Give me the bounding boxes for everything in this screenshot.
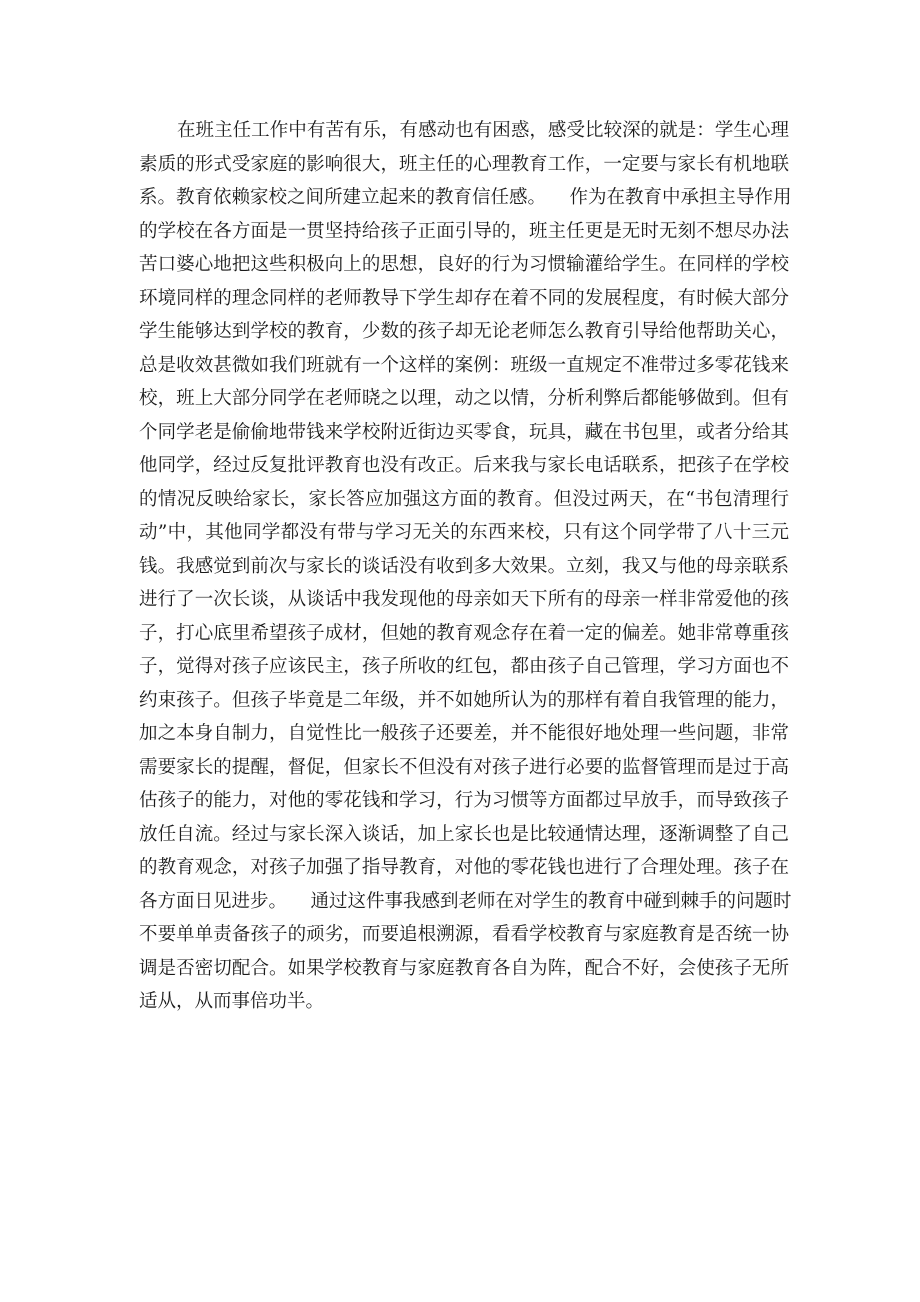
text-line-7: 学生能够达到学校的教育，少数的孩子却无论老师怎么教育引导给他帮助关心， bbox=[139, 321, 789, 342]
text-line-10: 个同学老是偷偷地带钱来学校附近街边买零食，玩具，藏在书包里，或者分给其 bbox=[139, 421, 789, 443]
text-line-22: 放任自流。经过与家长深入谈话，加上家长也是比较通情达理，逐渐调整了自己 bbox=[139, 823, 789, 845]
text-line-6: 环境同样的理念同样的老师教导下学生却存在着不同的发展程度，有时候大部分 bbox=[139, 287, 789, 309]
text-line-9: 校，班上大部分同学在老师晓之以理，动之以情，分析利弊后都能够做到。但有 bbox=[139, 388, 789, 409]
text-line-1: 在班主任工作中有苦有乐，有感动也有困惑，感受比较深的就是：学生心理 bbox=[177, 120, 789, 141]
text-line-25: 不要单单责备孩子的顽劣，而要追根溯源，看看学校教育与家庭教育是否统一协 bbox=[139, 924, 789, 945]
text-line-5: 苦口婆心地把这些积极向上的思想，良好的行为习惯输灌给学生。在同样的学校 bbox=[139, 254, 789, 275]
text-line-23: 的教育观念，对孩子加强了指导教育，对他的零花钱也进行了合理处理。孩子在 bbox=[139, 857, 789, 878]
text-line-4: 的学校在各方面是一贯坚持给孩子正面引导的，班主任更是无时无刻不想尽办法 bbox=[139, 220, 789, 242]
body-paragraph bbox=[139, 114, 792, 1019]
text-line-11: 他同学，经过反复批评教育也没有改正。后来我与家长电话联系，把孩子在学校 bbox=[139, 455, 789, 476]
text-line-24: 各方面日见进步。 通过这件事我感到老师在对学生的教育中碰到棘手的问题时 bbox=[139, 890, 792, 912]
text-line-27: 适从，从而事倍功半。 bbox=[139, 991, 325, 1012]
text-line-17: 子，觉得对孩子应该民主，孩子所收的红包，都由孩子自己管理，学习方面也不 bbox=[139, 656, 789, 677]
text-line-16: 子，打心底里希望孩子成材，但她的教育观念存在着一定的偏差。她非常尊重孩 bbox=[139, 622, 789, 644]
text-line-8: 总是收效甚微如我们班就有一个这样的案例：班级一直规定不准带过多零花钱来 bbox=[139, 354, 789, 376]
text-line-12: 的情况反映给家长，家长答应加强这方面的教育。但没过两天，在“书包清理行 bbox=[139, 488, 789, 510]
text-line-19: 加之本身自制力，自觉性比一般孩子还要差，并不能很好地处理一些问题，非常 bbox=[139, 723, 789, 744]
text-line-14: 钱。我感觉到前次与家长的谈话没有收到多大效果。立刻，我又与他的母亲联系 bbox=[139, 555, 789, 577]
text-line-20: 需要家长的提醒，督促，但家长不但没有对孩子进行必要的监督管理而是过于高 bbox=[139, 756, 789, 778]
text-line-13: 动”中，其他同学都没有带与学习无关的东西来校，只有这个同学带了八十三元 bbox=[139, 522, 789, 543]
text-line-3: 系。教育依赖家校之间所建立起来的教育信任感。 作为在教育中承担主导作用 bbox=[139, 187, 792, 208]
text-line-18: 约束孩子。但孩子毕竟是二年级，并不如她所认为的那样有着自我管理的能力， bbox=[139, 689, 789, 711]
text-line-2: 素质的形式受家庭的影响很大，班主任的心理教育工作，一定要与家长有机地联 bbox=[139, 153, 789, 175]
text-line-26: 调是否密切配合。如果学校教育与家庭教育各自为阵，配合不好，会使孩子无所 bbox=[139, 957, 789, 979]
text-line-15: 进行了一次长谈，从谈话中我发现他的母亲如天下所有的母亲一样非常爱他的孩 bbox=[139, 589, 789, 610]
text-line-21: 估孩子的能力，对他的零花钱和学习，行为习惯等方面都过早放手，而导致孩子 bbox=[139, 790, 789, 811]
